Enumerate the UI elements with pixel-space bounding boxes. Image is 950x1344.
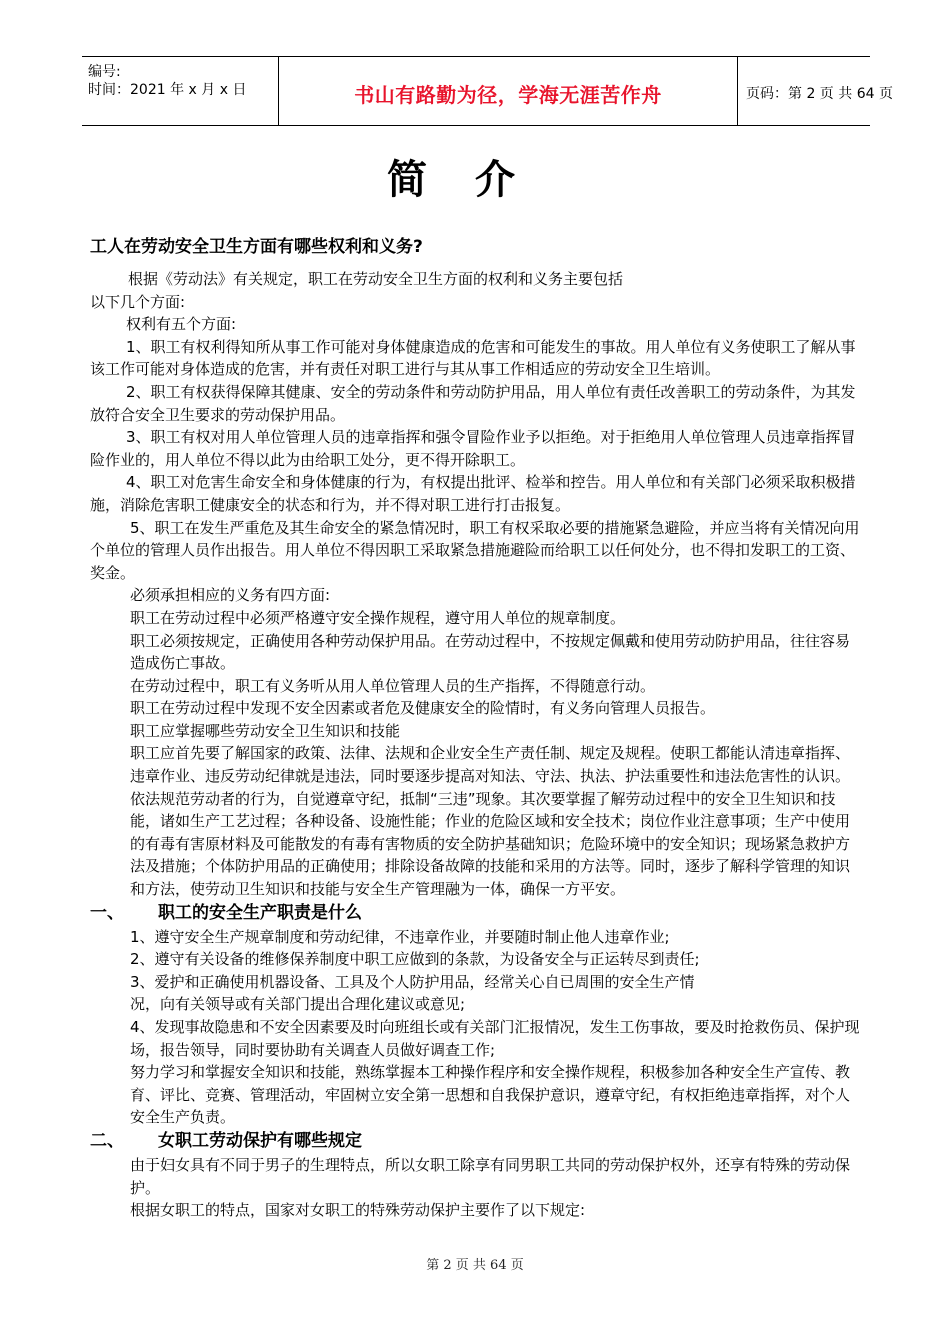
section-1-title: 职工的安全生产职责是什么 [158,902,362,923]
section-2-heading [90,1130,862,1154]
knowledge-heading: 职工应掌握哪些劳动安全卫生知识和技能 [130,721,401,740]
rights-item: 1、职工有权利得知所从事工作可能对身体健康造成的危害和可能发生的事故。用人单位有义务使职工了解从事该工作可能对身体造成的危害，并有责任对职工进行与其从事工作相适应的劳动安全卫生培训。 [90,337,856,379]
page-title: 简介 [387,157,563,203]
section-1-number: 一、 [90,902,124,923]
rights-item: 2、职工有权获得保障其健康、安全的劳动条件和劳动防护用品，用人单位有责任改善职工的劳动条件，为其发放符合安全卫生要求的劳动保护用品。 [90,382,856,424]
header-motto: 书山有路勤为径，学海无涯苦作舟 [354,83,662,107]
header-motto-cell [278,57,738,125]
header-page-cell [738,57,893,125]
section-2-number: 二、 [90,1130,124,1151]
rights-item: 3、职工有权对用人单位管理人员的违章指挥和强令冒险作业予以拒绝。对于拒绝用人单位管理人员违章指挥冒险作业的，用人单位不得以此为由给职工处分，更不得开除职工。 [90,428,856,469]
question-title: 工人在劳动安全卫生方面有哪些权利和义务? [90,237,423,257]
duties-heading: 必须承担相应的义务有四方面: [130,586,331,605]
section-1-item: 况，向有关领导或有关部门提出合理化建议或意见; [130,995,466,1014]
rights-heading: 权利有五个方面: [126,315,237,334]
section-2-item: 由于妇女具有不同于男子的生理特点，所以女职工除享有同男职工共同的劳动保护权外，还享有特殊的劳动保护。 [130,1155,851,1197]
section-1-item: 努力学习和掌握安全知识和技能，熟练掌握本工种操作程序和安全操作规程，积极参加各种安全生产宣传、教育、评比、竞赛、管理活动，牢固树立安全第一思想和自我保护意识，遵章守纪，有权拒绝违章指挥，对个人安全生产负责。 [130,1063,851,1127]
intro-line-2: 以下几个方面: [90,292,186,311]
rights-item: 4、职工对危害生命安全和身体健康的行为，有权提出批评、检举和控告。用人单位和有关部门必须采取积极措施，消除危害职工健康安全的状态和行为，并不得对职工进行打击报复。 [90,473,856,514]
document-number-label: 编号: [88,64,121,80]
duties-item: 职工在劳动过程中必须严格遵守安全操作规程，遵守用人单位的规章制度。 [130,608,626,627]
duties-item: 在劳动过程中，职工有义务听从用人单位管理人员的生产指挥，不得随意行动。 [130,676,656,695]
page-footer: 第 2 页 共 64 页 [426,1258,524,1273]
section-1-item: 1、遵守安全生产规章制度和劳动纪律，不违章作业，并要随时制止他人违章作业; [130,927,670,946]
rights-item: 5、职工在发生严重危及其生命安全的紧急情况时，职工有权采取必要的措施紧急避险，并应当将有关情况向用个单位的管理人员作出报告。用人单位不得因职工采取紧急措施避险而给职工以任何处分，也不得扣发职工的工资、奖金。 [90,518,860,582]
section-1-item: 3、爱护和正确使用机器设备、工具及个人防护用品，经常关心自已周围的安全生产情 [130,972,695,991]
section-1-heading [90,902,862,926]
header-table [82,56,893,126]
header-left-cell [82,57,278,125]
section-2-item: 根据女职工的特点，国家对女职工的特殊劳动保护主要作了以下规定: [130,1201,586,1220]
document-time-label: 时间：2021 年 x 月 x 日 [88,82,247,98]
duties-item: 职工必须按规定，正确使用各种劳动保护用品。在劳动过程中，不按规定佩戴和使用劳动防护用品，往往容易造成伤亡事故。 [130,631,851,673]
duties-item: 职工在劳动过程中发现不安全因素或者危及健康安全的险情时，有义务向管理人员报告。 [130,699,716,718]
header-page-info: 页码：第 2 页 共 64 页 [746,86,893,102]
knowledge-text: 职工应首先要了解国家的政策、法律、法规和企业安全生产责任制、规定及规程。使职工都能认清违章指挥、违章作业、违反劳动纪律就是违法，同时要逐步提高对知法、守法、执法、护法重要性和违法危害性的认识。依法规范劳动者的行为，自觉遵章守纪，抵制“三违”现象。其次要掌握了解劳动过程中的安全卫生知识和技能，诸如生产工艺过程；各种设备、设施性能；作业的危险区域和安全技术；岗位作业注意事项；生产中使用的有毒有害原材料及可能散发的有毒有害物质的安全防护基础知识；危险环境中的安全知识；现场紧急救护方法及措施；个体防护用品的正确使用；排除设备故障的技能和采用的方法等。同时，逐步了解科学管理的知识和方法，使劳动卫生知识和技能与安全生产管理融为一体，确保一方平安。 [130,744,851,899]
section-1-item: 2、遵守有关设备的维修保养制度中职工应做到的条款，为设备安全与正运转尽到责任; [130,950,700,969]
intro-line-1: 根据《劳动法》有关规定，职工在劳动安全卫生方面的权利和义务主要包括 [128,270,624,288]
section-1-item: 4、发现事故隐患和不安全因素要及时向班组长或有关部门汇报情况，发生工伤事故，要及时抢救伤员、保护现场，报告领导，同时要协助有关调查人员做好调查工作; [130,1018,860,1059]
document-body [90,268,862,1222]
section-2-title: 女职工劳动保护有哪些规定 [158,1130,362,1151]
